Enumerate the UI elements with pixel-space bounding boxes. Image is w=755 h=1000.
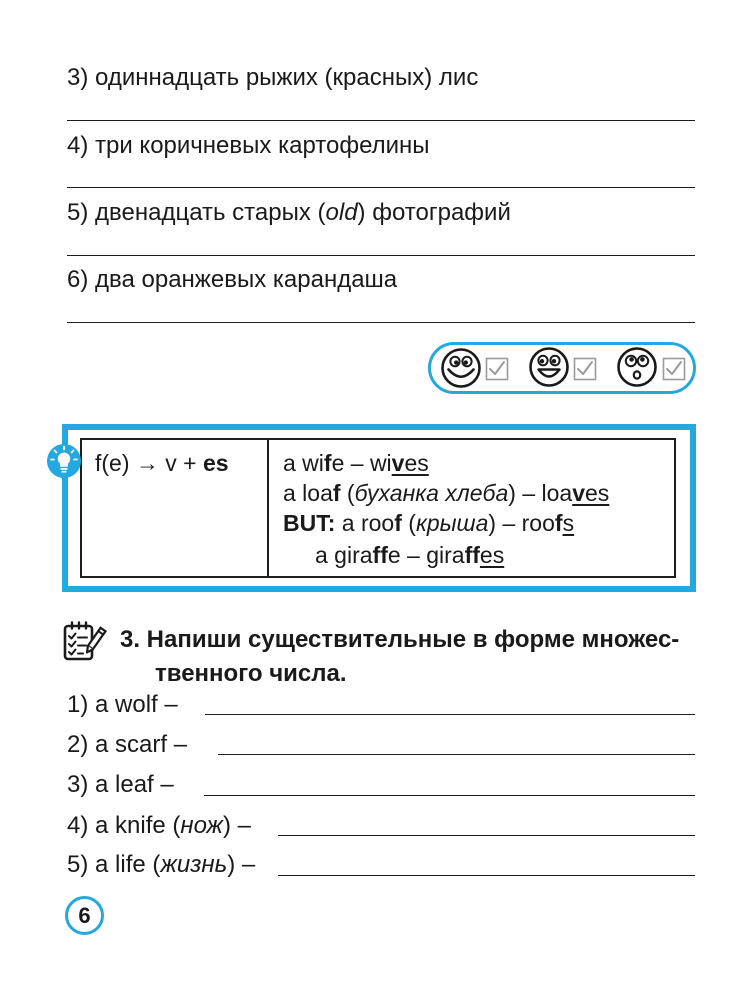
rule-example-loaf	[283, 479, 609, 507]
item-text: ) –	[227, 851, 256, 878]
item-5-text-before: 5) двенадцать старых (	[67, 199, 326, 226]
example-text: ) – loa	[508, 480, 573, 506]
example-ending: es	[585, 480, 610, 506]
exercise-3-item-2: 2) a scarf –	[67, 731, 188, 758]
checkbox-checked-icon[interactable]	[485, 357, 509, 381]
exercise-3-title-line-1: 3. Напиши существительные в форме множес-	[120, 626, 680, 653]
example-bold-letter: f	[323, 450, 332, 476]
rule-example-giraffe	[315, 541, 504, 569]
item-5-text-after: ) фотографий	[357, 199, 511, 226]
checkbox-checked-icon[interactable]	[662, 357, 686, 381]
example-text: (	[401, 510, 416, 536]
example-text: ) – roo	[488, 510, 555, 536]
example-bold-letter: f	[332, 480, 341, 506]
answer-line-leaf[interactable]	[204, 795, 695, 796]
item-5-english-hint: old	[325, 199, 358, 226]
example-bold-letter: v	[572, 480, 585, 506]
exercise-3-item-1: 1) a wolf –	[67, 691, 178, 718]
rule-table-divider	[267, 438, 269, 578]
rule-formula-ending: es	[203, 450, 229, 476]
answer-line-item-6[interactable]	[67, 322, 695, 323]
example-bold-letter: f	[554, 510, 563, 536]
rule-formula-text: f(e) → v +	[95, 450, 203, 476]
exercise-3-item-3: 3) a leaf –	[67, 771, 174, 798]
example-underlined-ending	[392, 450, 429, 476]
exercise-3-item-4	[67, 812, 251, 840]
example-ending: es	[479, 542, 505, 568]
answer-line-wolf[interactable]	[205, 714, 695, 715]
item-text: 5) a life (	[67, 851, 161, 878]
translation-item-5	[67, 199, 511, 227]
example-translation: крыша	[415, 510, 489, 536]
answer-line-item-5[interactable]	[67, 255, 695, 256]
example-text: (	[340, 480, 355, 506]
example-text: a gira	[315, 542, 373, 568]
happy-face-icon	[440, 347, 482, 389]
exception-label: BUT:	[283, 510, 336, 536]
translation-item-6: 6) два оранжевых карандаша	[67, 266, 398, 293]
rule-formula	[95, 449, 229, 477]
example-underlined-ending	[572, 480, 609, 506]
answer-line-scarf[interactable]	[218, 754, 695, 755]
notepad-pencil-icon	[62, 619, 108, 663]
item-translation: жизнь	[160, 851, 228, 878]
example-bold-letters: ff	[464, 542, 480, 568]
example-text: e – gira	[387, 542, 465, 568]
rule-example-wife	[283, 449, 429, 477]
example-bold-letter: f	[394, 510, 402, 536]
example-ending: s	[562, 510, 575, 536]
answer-line-item-4[interactable]	[67, 187, 695, 188]
page-number: 6	[65, 896, 104, 935]
item-text: 4) a knife (	[67, 812, 181, 839]
example-bold-letters: ff	[372, 542, 388, 568]
item-translation: нож	[180, 812, 223, 839]
rule-example-roof	[283, 509, 574, 537]
answer-line-knife[interactable]	[278, 835, 695, 836]
item-text: ) –	[222, 812, 251, 839]
checkbox-checked-icon[interactable]	[573, 357, 597, 381]
example-text: a wi	[283, 450, 324, 476]
example-translation: буханка хлеба	[354, 480, 509, 506]
example-text: e – wi	[331, 450, 392, 476]
answer-line-item-3[interactable]	[67, 120, 695, 121]
exercise-3-item-5	[67, 851, 255, 879]
example-text: a roo	[335, 510, 395, 536]
answer-line-life[interactable]	[278, 875, 695, 876]
example-bold-letter: v	[391, 450, 405, 476]
lightbulb-icon	[44, 441, 84, 481]
worried-face-icon	[616, 346, 658, 388]
translation-item-4: 4) три коричневых картофелины	[67, 132, 430, 159]
example-text: a loa	[283, 480, 333, 506]
example-ending: es	[404, 450, 429, 476]
grinning-face-icon	[528, 346, 570, 388]
exercise-3-title-line-2: твенного числа.	[155, 660, 347, 687]
translation-item-3: 3) одиннадцать рыжих (красных) лис	[67, 64, 479, 91]
